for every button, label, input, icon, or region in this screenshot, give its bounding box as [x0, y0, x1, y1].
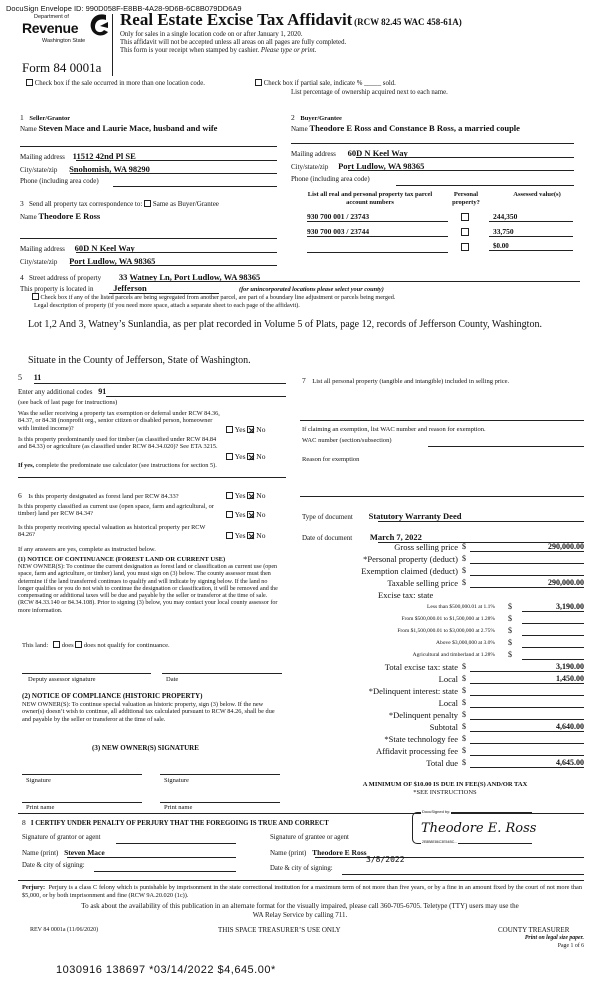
print-name-2-input[interactable] — [160, 802, 280, 803]
exemption-instruction: If claiming an exemption, list WAC number and reason for exemption. — [302, 426, 486, 433]
grantee-signature-label: Signature of grantee or agent — [270, 834, 349, 841]
same-as-buyer-checkbox[interactable] — [144, 200, 151, 207]
seller-phone-input[interactable] — [113, 186, 277, 187]
deputy-date-input[interactable] — [162, 673, 282, 674]
header-line-2: This affidavit will not be accepted unless all areas on all pages are fully completed. — [120, 39, 347, 47]
correspondence-mailing-field[interactable]: Mailing address 60D N Keel Way — [20, 243, 135, 253]
tax-row-tier-3: From $1,500,000.01 to $3,000,000 at 2.75% $ — [300, 626, 590, 637]
forest-yes-checkbox[interactable] — [226, 492, 233, 499]
grantee-signing-date: 3/8/2022 — [366, 855, 405, 864]
treasurer-use-only: THIS SPACE TREASURER’S USE ONLY — [218, 926, 341, 934]
print-name-label: Print name — [164, 804, 193, 811]
title-citation: (RCW 82.45 WAC 458-61A) — [354, 17, 462, 27]
seller-name-line — [20, 146, 277, 147]
logo-state: Washington State — [42, 38, 86, 44]
current-use-yes-checkbox[interactable] — [226, 511, 233, 518]
exemption-yes-no[interactable]: Yes No — [226, 425, 265, 434]
current-use-question: Is this property classified as current use (open space, farm and agricultural, or timber) land per RCW 84.34? — [18, 503, 214, 518]
deputy-signature-label: Deputy assessor signature — [28, 676, 96, 683]
if-any-yes: If any answers are yes, complete as instructed below. — [18, 546, 156, 553]
print-name-label: Print name — [26, 804, 55, 811]
assessed-value[interactable]: $0.00 — [489, 242, 573, 251]
grantor-signature-label: Signature of grantor or agent — [22, 834, 101, 841]
qualifies-checkbox[interactable] — [53, 641, 60, 648]
exemption-question: Was the seller receiving a property tax exemption or deferral under RCW 84.36, 84.37, or 84.38 (nonprofit org., senior citizen or disabled person, homeowner with limited income)? — [18, 410, 220, 432]
grantor-name-field[interactable]: Name (print) Steven Mace — [22, 848, 105, 857]
docusign-signature-box[interactable]: DocuSigned by: Theodore E. Ross 2E8B8E86C3E54BC... — [412, 812, 532, 844]
seller-mailing-field[interactable]: Mailing address 11512 42nd Pl SE — [20, 151, 136, 161]
predominate-use-note: If yes, complete the predominate use calculator (see instructions for section 5). — [18, 462, 217, 469]
correspondence-row: 3 Send all property tax correspondence to: Same as Buyer/Grantee — [20, 199, 219, 208]
personal-property-input[interactable] — [300, 420, 584, 421]
reason-input[interactable] — [300, 496, 584, 497]
does-not-qualify-checkbox[interactable] — [75, 641, 82, 648]
print-name-1-input[interactable] — [22, 802, 142, 803]
seller-heading: 1 Seller/Grantor — [20, 113, 71, 122]
timber-no-checkbox[interactable] — [247, 453, 254, 460]
multi-location-checkbox[interactable] — [26, 79, 33, 86]
tax-row-total-due: Total due $ 4,645.00 — [426, 758, 584, 768]
historic-question: Is this property receiving special valuation as historical property per RCW 84.26? — [18, 524, 206, 539]
treasurer-receipt-stamp: 1030916 138697 *03/14/2022 $4,645.00* — [56, 964, 276, 976]
tax-row-tier-1: Less than $500,000.01 at 1.1% $ 3,190.00 — [427, 602, 584, 611]
wac-input[interactable] — [428, 446, 584, 447]
historic-yes-no[interactable]: Yes No — [226, 531, 265, 540]
partial-sale-checkbox-row[interactable]: Check box if partial sale, indicate % _____ sold. — [255, 79, 396, 87]
form-number: Form 84 0001a — [22, 60, 102, 75]
tax-row-processing-fee: Affidavit processing fee $ — [300, 746, 590, 757]
grantor-date-label: Date & city of signing: — [22, 862, 85, 869]
minimum-due-notice: A MINIMUM OF $10.00 IS DUE IN FEE(S) AND/OR TAX — [362, 781, 528, 788]
header-divider — [112, 14, 113, 76]
personal-property-checkbox[interactable] — [461, 228, 469, 236]
personal-property-checkbox[interactable] — [461, 213, 469, 221]
segregated-checkbox[interactable] — [32, 293, 39, 300]
new-owner-signature-title: (3) NEW OWNER(S) SIGNATURE — [92, 744, 199, 752]
notice-compliance-title: (2) NOTICE OF COMPLIANCE (HISTORIC PROPERTY) — [22, 692, 203, 700]
forest-question: 6 Is this property designated as forest land per RCW 84.33? — [18, 491, 179, 500]
exemption-no-checkbox[interactable] — [247, 426, 254, 433]
timber-question: Is this property predominantly used for timber (as classified under RCW 84.84 and 84.33) or agriculture (as classified under RCW 84.34.020)? See ETA 3215. — [18, 436, 218, 451]
seller-phone-label: Phone (including area code) — [20, 177, 99, 185]
buyer-phone-input[interactable] — [396, 185, 574, 186]
tax-row-taxable: Taxable selling price $ 290,000.00 — [387, 578, 584, 588]
situate-text: Situate in the County of Jefferson, State of Washington. — [28, 355, 251, 366]
seller-name-field[interactable]: Name Steven Mace and Laurie Mace, husband and wife — [20, 123, 218, 133]
doc-date-field[interactable]: Date of document March 7, 2022 — [302, 532, 422, 542]
assessed-value[interactable]: 33,750 — [489, 227, 573, 237]
partial-note: List percentage of ownership acquired next to each name. — [291, 89, 448, 96]
tax-row-tier-2: From $500,000.01 to $1,500,000 at 1.28% $ — [300, 614, 590, 625]
tax-row-delinquent-interest-local: Local $ — [300, 698, 590, 709]
segregated-checkbox-row[interactable]: Check box if any of the listed parcels are being segregated from another parcel, are part of a boundary line adjustment or parcels being merged. — [32, 293, 395, 301]
current-use-no-checkbox[interactable] — [247, 511, 254, 518]
location-code-field[interactable]: 5 11 — [18, 373, 42, 382]
tax-row-delinquent-interest-state: *Delinquent interest: state $ — [300, 686, 590, 697]
personal-col-header: Personal property? — [452, 191, 480, 206]
multi-location-checkbox-row[interactable]: Check box if the sale occurred in more than one location code. — [26, 79, 205, 87]
tax-row-gross: Gross selling price $ 290,000.00 — [394, 542, 584, 552]
tax-row-delinquent-penalty: *Delinquent penalty $ — [300, 710, 590, 721]
historic-no-checkbox[interactable] — [247, 532, 254, 539]
print-legal-size: Print on legal size paper. — [524, 935, 584, 941]
rev-number: REV 84 0001a (11/06/2020) — [30, 927, 99, 933]
correspondence-city-field[interactable]: City/state/zip Port Ludlow, WA 98365 — [20, 256, 156, 266]
notice-continuance-title: (1) NOTICE OF CONTINUANCE (FOREST LAND OR CURRENT USE) — [18, 556, 226, 563]
parcel-col-header: List all real and personal property tax parcel account numbers — [307, 191, 433, 206]
forest-no-checkbox[interactable] — [247, 492, 254, 499]
deputy-signature-input[interactable] — [22, 673, 151, 674]
exemption-yes-checkbox[interactable] — [226, 426, 233, 433]
tax-row-exemption: Exemption claimed (deduct) $ — [300, 566, 590, 577]
county-treasurer: COUNTY TREASURER — [498, 926, 570, 934]
forest-yes-no[interactable]: Yes No — [226, 491, 265, 500]
timber-yes-checkbox[interactable] — [226, 453, 233, 460]
seller-name: Steven Mace and Laurie Mace, husband and wife — [38, 123, 218, 133]
alternate-format-notice: To ask about the availability of this publication in an alternate format for the visually impaired, please call 360-705-6705. Teletype (TTY) users may use the WA Relay Service by calling 711. — [81, 902, 519, 919]
tax-row-tier-4: Above $3,000,000 at 3.0% $ — [300, 638, 590, 649]
grantee-date-input[interactable] — [342, 874, 584, 875]
signature-label: Signature — [26, 777, 51, 784]
header-line-3: This form is your receipt when stamped by cashier. Please type or print. — [120, 47, 317, 55]
signature-label: Signature — [164, 777, 189, 784]
continuance-qualify-row: This land: does does not qualify for continuance. — [22, 642, 170, 649]
tax-row-personal: *Personal property (deduct) $ — [300, 554, 590, 565]
personal-property-label: 7 List all personal property (tangible and intangible) included in selling price. — [302, 376, 510, 385]
historic-yes-checkbox[interactable] — [226, 532, 233, 539]
partial-sale-checkbox[interactable] — [255, 79, 262, 86]
parcel-number[interactable] — [307, 242, 448, 253]
seller-city-field[interactable]: City/state/zip Snohomish, WA 98290 — [20, 164, 150, 174]
header-line-1: Only for sales in a single location code on or after January 1, 2020. — [120, 31, 303, 38]
dor-logo — [22, 14, 122, 54]
grantee-signature: Theodore E. Ross — [421, 821, 537, 836]
header-instructions — [120, 31, 346, 56]
grantor-signature-input[interactable] — [116, 843, 236, 844]
certify-statement: 8 I CERTIFY UNDER PENALTY OF PERJURY THAT THE FOREGOING IS TRUE AND CORRECT — [22, 818, 329, 827]
tax-row-total-state: Total excise tax: state $ 3,190.00 — [384, 662, 584, 672]
grantee-name-field[interactable]: Name (print) Theodore E Ross — [270, 848, 367, 857]
see-back-note: (see back of last page for instructions) — [18, 399, 118, 406]
new-owner-signature-2-input[interactable] — [160, 774, 280, 775]
personal-property-checkbox[interactable] — [461, 243, 469, 251]
title-text: Real Estate Excise Tax Affidavit — [120, 10, 353, 29]
grantee-date-label: Date & city of signing: — [270, 865, 333, 872]
buyer-name-field[interactable]: Name Theodore E Ross and Constance B Ross, a married couple — [291, 123, 520, 133]
buyer-heading: 2 Buyer/Grantee — [291, 113, 342, 122]
buyer-city-field[interactable]: City/state/zip Port Ludlow, WA 98365 — [291, 161, 425, 171]
additional-codes-field[interactable]: Enter any additional codes 91 — [18, 387, 107, 396]
excise-tax-header: Excise tax: state — [378, 590, 434, 600]
deputy-date-label: Date — [166, 676, 179, 683]
tax-row-local: Local $ 1,450.00 — [438, 674, 584, 684]
grantor-date-input[interactable] — [94, 871, 236, 872]
tax-row-agricultural: Agricultural and timberland at 1.28% $ — [300, 650, 590, 661]
buyer-name: Theodore E Ross and Constance B Ross, a married couple — [309, 123, 520, 133]
dor-swirl-icon — [88, 12, 110, 38]
docusign-envelope-id: DocuSign Envelope ID: 990D058F-E8BB-4A28-9D6B-6C8B079DD6A9 — [6, 4, 242, 13]
buyer-mailing-field[interactable]: Mailing address 60D N Keel Way — [291, 148, 408, 158]
buyer-phone-label: Phone (including area code) — [291, 175, 370, 183]
notice-continuance-body: NEW OWNER(S): To continue the current designation as forest land or classification as current use (open space, farm and agriculture, or timber) land, you must sign on (3) below. The county assessor must then determine if the land transferred continues to qualify and will indicate by signing below. If the land no longer qualifies or you do not wish to continue the designation or classification, it will be removed and the compensating or additional taxes will be due and payable by the seller or transferor at the time of sale. (RCW 84.33.140 or 84.34.108). Prior to signing (3) below, you may contact your local county assessor for more information. — [18, 564, 278, 614]
legal-desc-label: Legal description of property (if you need more space, attach a separate sheet to each page of the affidavit). — [34, 302, 300, 309]
property-street-field[interactable]: 4 Street address of property 33 Watney Ln, Port Ludlow, WA 98365 — [20, 272, 261, 282]
assessed-col-header: Assessed value(s) — [513, 191, 561, 198]
parcel-row — [303, 212, 573, 225]
notice-compliance-body: NEW OWNER(S): To continue special valuation as historic property, sign (3) below. If the new owner(s) doesn’t wish to continue, all additional tax calculated pursuant to RCW 84.26, shall be due and payable by the seller or transferor at the time of sale. — [22, 701, 275, 723]
reason-label: Reason for exemption — [302, 456, 360, 463]
logo-dept: Department of — [34, 14, 69, 20]
parcel-row — [303, 227, 573, 240]
logo-name: Revenue — [22, 20, 79, 36]
wac-label: WAC number (section/subsection) — [302, 437, 392, 444]
timber-yes-no[interactable]: Yes No — [226, 452, 265, 461]
parcel-row — [303, 242, 573, 255]
tax-row-technology-fee: *State technology fee $ — [300, 734, 590, 745]
legal-description: Lot 1,2 And 3, Watney’s Sunlandia, as per plat recorded in Volume 5 of Plats, page 12, records of Jefferson County, Washington. — [28, 319, 542, 330]
parcel-number[interactable]: 930 700 003 / 23744 — [307, 227, 448, 237]
assessed-value[interactable]: 244,350 — [489, 212, 573, 222]
page-title — [120, 10, 462, 30]
property-county-field[interactable]: This property is located in Jefferson (for unincorporated locations please select your county) — [20, 283, 384, 293]
doc-type-field[interactable]: Type of document Statutory Warranty Deed — [302, 511, 462, 521]
perjury-notice: Perjury: Perjury is a class C felony which is punishable by imprisonment in the state correctional institution for a maximum term of not more than five years, or by a fine in an amount fixed by the court of not more than $5,000, or by both imprisonment and fine (RCW 9A.20.020 (1c)). — [22, 884, 583, 899]
tax-row-subtotal: Subtotal $ 4,640.00 — [429, 722, 584, 732]
current-use-yes-no[interactable]: Yes No — [226, 510, 265, 519]
parcel-number[interactable]: 930 700 001 / 23743 — [307, 212, 448, 222]
new-owner-signature-1-input[interactable] — [22, 774, 142, 775]
page-number: Page 1 of 6 — [557, 943, 584, 949]
correspondence-name-field[interactable]: Name Theodore E Ross — [20, 211, 101, 221]
see-instructions: *SEE INSTRUCTIONS — [413, 789, 477, 796]
